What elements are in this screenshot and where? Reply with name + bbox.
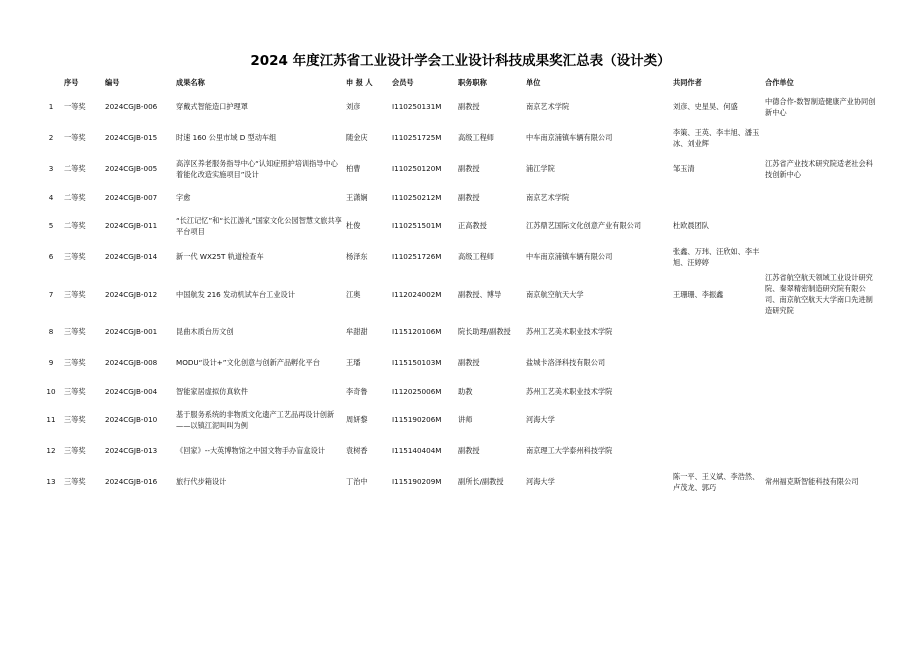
- cell-title-position: 高级工程师: [458, 133, 494, 142]
- cell-applicant: 刘彦: [346, 102, 361, 111]
- cell-index: 9: [48, 358, 54, 367]
- cell-code: 2024CGJB-006: [105, 102, 158, 111]
- header-applicant: 申 报 人: [346, 77, 373, 87]
- cell-achievement-name: 基于服务系统的非物质文化遗产工艺品再设计创新——以镇江泥叫叫为例: [176, 409, 335, 430]
- cell-member-id: I115120106M: [392, 327, 442, 336]
- header-member-id: 会员号: [392, 77, 414, 87]
- cell-co-authors: [671, 347, 763, 378]
- cell-title-position: 助教: [458, 386, 473, 396]
- header-organization: 单位: [526, 77, 541, 87]
- cell-index: 10: [46, 386, 56, 396]
- cell-index: 11: [46, 415, 56, 424]
- cell-partner-organization: [763, 184, 881, 210]
- table-row: [40, 378, 881, 404]
- cell-partner-organization: [763, 210, 881, 241]
- table-row: [40, 210, 881, 241]
- cell-achievement-name: 新一代 WX25T 轨道检查车: [176, 252, 264, 261]
- cell-member-id: I110251501M: [392, 221, 442, 230]
- cell-applicant: 柏曹: [346, 164, 361, 173]
- cell-partner-organization: 江苏省产业技术研究院适老社会科技创新中心: [765, 158, 873, 179]
- cell-organization: 中车南京浦镇车辆有限公司: [526, 133, 613, 142]
- cell-title-position: 副教授: [458, 102, 480, 111]
- cell-index: 1: [48, 102, 54, 111]
- cell-achievement-name: 字愈: [176, 192, 191, 202]
- cell-member-id: I115140404M: [392, 446, 442, 455]
- table-row: [40, 272, 881, 316]
- header-index: [40, 73, 62, 91]
- cell-code: 2024CGJB-007: [105, 192, 158, 202]
- cell-award: 三等奖: [64, 386, 86, 396]
- cell-member-id: I112025006M: [392, 386, 442, 396]
- cell-title-position: 副教授、博导: [458, 289, 502, 299]
- cell-organization: 江苏鼎艺国际文化创意产业有限公司: [526, 221, 642, 230]
- cell-index: 3: [48, 164, 54, 173]
- cell-organization: 盐城卡洛泽科技有限公司: [526, 358, 606, 367]
- cell-award: 三等奖: [64, 289, 86, 299]
- cell-title-position: 副教授: [458, 192, 480, 202]
- cell-award: 三等奖: [64, 327, 86, 336]
- cell-partner-organization: [763, 316, 881, 347]
- table-row: [40, 122, 881, 153]
- cell-partner-organization: 中德合作-数智制造健康产业协同创新中心: [765, 96, 876, 117]
- cell-co-authors: [671, 184, 763, 210]
- cell-applicant: 王潇娴: [346, 192, 368, 202]
- cell-co-authors: 李策、王英、李丰旭、潘玉冰、刘业辉: [673, 127, 760, 148]
- table-row: [40, 91, 881, 122]
- cell-applicant: 杨泽东: [346, 252, 368, 261]
- cell-achievement-name: 昆曲木质台历文创: [176, 327, 234, 336]
- cell-co-authors: 刘彦、史星昊、何盛: [673, 102, 738, 111]
- header-achievement-name: 成果名称: [176, 77, 205, 87]
- cell-achievement-name: 智能家居虚拟仿真软件: [176, 386, 248, 396]
- cell-organization: 中车南京浦镇车辆有限公司: [526, 252, 613, 261]
- cell-member-id: I110250120M: [392, 164, 442, 173]
- cell-organization: 南京理工大学泰州科技学院: [526, 446, 613, 455]
- cell-code: 2024CGJB-014: [105, 252, 158, 261]
- cell-organization: 浦江学院: [526, 164, 555, 173]
- cell-achievement-name: 时速 160 公里市域 D 型动车组: [176, 133, 277, 142]
- cell-member-id: I115190206M: [392, 415, 442, 424]
- table-row: [40, 404, 881, 435]
- cell-code: 2024CGJB-010: [105, 415, 158, 424]
- cell-index: 8: [48, 327, 54, 336]
- cell-code: 2024CGJB-004: [105, 386, 158, 396]
- cell-member-id: I110251725M: [392, 133, 442, 142]
- cell-achievement-name: 中国航发 216 发动机试车台工业设计: [176, 289, 295, 299]
- cell-co-authors: 陈一平、王义斌、李浩然、卢茂龙、郭巧: [673, 471, 760, 492]
- cell-code: 2024CGJB-008: [105, 358, 158, 367]
- cell-code: 2024CGJB-001: [105, 327, 158, 336]
- cell-partner-organization: [763, 241, 881, 272]
- cell-co-authors: 杜欧晨团队: [673, 221, 709, 230]
- cell-applicant: 杜俊: [346, 221, 361, 230]
- table-row: [40, 153, 881, 184]
- cell-index: 2: [48, 133, 54, 142]
- header-title-position: 职务职称: [458, 77, 487, 87]
- cell-partner-organization: [763, 347, 881, 378]
- cell-title-position: 正高教授: [458, 221, 487, 230]
- cell-applicant: 袁树香: [346, 446, 368, 455]
- table-row: [40, 241, 881, 272]
- header-partner-organization: 合作单位: [765, 77, 794, 87]
- cell-co-authors: [671, 316, 763, 347]
- cell-code: 2024CGJB-012: [105, 289, 158, 299]
- cell-achievement-name: 《回家》--大英博物馆之中国文物手办盲盒设计: [176, 446, 325, 455]
- cell-member-id: I110250212M: [392, 192, 442, 202]
- cell-index: 13: [46, 477, 56, 486]
- cell-award: 一等奖: [64, 102, 86, 111]
- cell-award: 二等奖: [64, 221, 86, 230]
- cell-achievement-name: “长江记忆”和“长江游礼”国家文化公园智慧文旅共享平台项目: [176, 215, 342, 236]
- cell-index: 6: [48, 252, 54, 261]
- cell-index: 7: [48, 289, 54, 299]
- cell-achievement-name: 高淳区养老服务指导中心“认知症照护培训指导中心着能化改造实施项目”设计: [176, 158, 338, 179]
- cell-award: 二等奖: [64, 164, 86, 173]
- cell-organization: 南京航空航天大学: [526, 289, 584, 299]
- cell-code: 2024CGJB-013: [105, 446, 158, 455]
- cell-code: 2024CGJB-016: [105, 477, 158, 486]
- cell-co-authors: [671, 378, 763, 404]
- table-header-row: [40, 73, 881, 91]
- table-row: [40, 466, 881, 497]
- cell-applicant: 牟甜甜: [346, 327, 368, 336]
- cell-achievement-name: 穿戴式智能造口护理罩: [176, 102, 248, 111]
- cell-code: 2024CGJB-011: [105, 221, 158, 230]
- cell-member-id: I115150103M: [392, 358, 442, 367]
- cell-co-authors: [671, 404, 763, 435]
- cell-achievement-name: 旅行代步箱设计: [176, 477, 227, 486]
- cell-achievement-name: MODU“设计+”文化创意与创新产品孵化平台: [176, 358, 320, 367]
- cell-co-authors: 王珊珊、李振鑫: [673, 289, 724, 299]
- cell-applicant: 江奥: [346, 289, 361, 299]
- cell-index: 4: [48, 192, 54, 202]
- cell-co-authors: 张鑫、万玮、汪欣如、李丰旭、汪婷婷: [673, 246, 760, 267]
- header-serial: 序号: [64, 77, 79, 87]
- cell-member-id: I112024002M: [392, 289, 442, 299]
- cell-partner-organization: [763, 435, 881, 466]
- cell-partner-organization: [763, 378, 881, 404]
- cell-co-authors: [671, 435, 763, 466]
- cell-organization: 河海大学: [526, 415, 555, 424]
- cell-co-authors: 邹玉清: [673, 164, 695, 173]
- cell-member-id: I110251726M: [392, 252, 442, 261]
- header-co-authors: 共同作者: [673, 77, 702, 87]
- cell-title-position: 副教授: [458, 164, 480, 173]
- cell-applicant: 李奇鲁: [346, 386, 368, 396]
- table-row: [40, 184, 881, 210]
- cell-member-id: I115190209M: [392, 477, 442, 486]
- cell-partner-organization: 常州福克斯智能科技有限公司: [765, 477, 859, 486]
- cell-partner-organization: 江苏省航空航天领域工业设计研究院、秦翠精密制造研究院有限公司、南京航空航天大学南口先进制造研究院: [765, 273, 873, 315]
- cell-organization: 苏州工艺美术职业技术学院: [526, 386, 613, 396]
- cell-applicant: 丁治中: [346, 477, 368, 486]
- cell-title-position: 副教授: [458, 446, 480, 455]
- cell-member-id: I110250131M: [392, 102, 442, 111]
- cell-organization: 河海大学: [526, 477, 555, 486]
- cell-title-position: 院长助理/副教授: [458, 327, 511, 336]
- cell-applicant: 周妍黎: [346, 415, 368, 424]
- cell-title-position: 副教授: [458, 358, 480, 367]
- cell-award: 三等奖: [64, 446, 86, 455]
- cell-index: 5: [48, 221, 54, 230]
- cell-award: 一等奖: [64, 133, 86, 142]
- cell-partner-organization: [763, 404, 881, 435]
- table-row: [40, 347, 881, 378]
- cell-title-position: 副所长/副教授: [458, 477, 504, 486]
- cell-award: 二等奖: [64, 192, 86, 202]
- awards-table: [40, 73, 881, 497]
- cell-award: 三等奖: [64, 415, 86, 424]
- cell-partner-organization: [763, 122, 881, 153]
- header-code: 编号: [105, 77, 120, 87]
- table-row: [40, 316, 881, 347]
- table-row: [40, 435, 881, 466]
- document-title: 2024 年度江苏省工业设计学会工业设计科技成果奖汇总表（设计类）: [250, 53, 671, 69]
- cell-title-position: 讲师: [458, 415, 473, 424]
- cell-code: 2024CGJB-005: [105, 164, 158, 173]
- cell-award: 三等奖: [64, 477, 86, 486]
- cell-award: 三等奖: [64, 358, 86, 367]
- cell-organization: 苏州工艺美术职业技术学院: [526, 327, 613, 336]
- cell-award: 三等奖: [64, 252, 86, 261]
- cell-code: 2024CGJB-015: [105, 133, 158, 142]
- cell-index: 12: [46, 446, 56, 455]
- cell-organization: 南京艺术学院: [526, 192, 570, 202]
- cell-applicant: 王璠: [346, 358, 361, 367]
- cell-title-position: 高级工程师: [458, 252, 494, 261]
- cell-organization: 南京艺术学院: [526, 102, 570, 111]
- cell-applicant: 随金庆: [346, 133, 368, 142]
